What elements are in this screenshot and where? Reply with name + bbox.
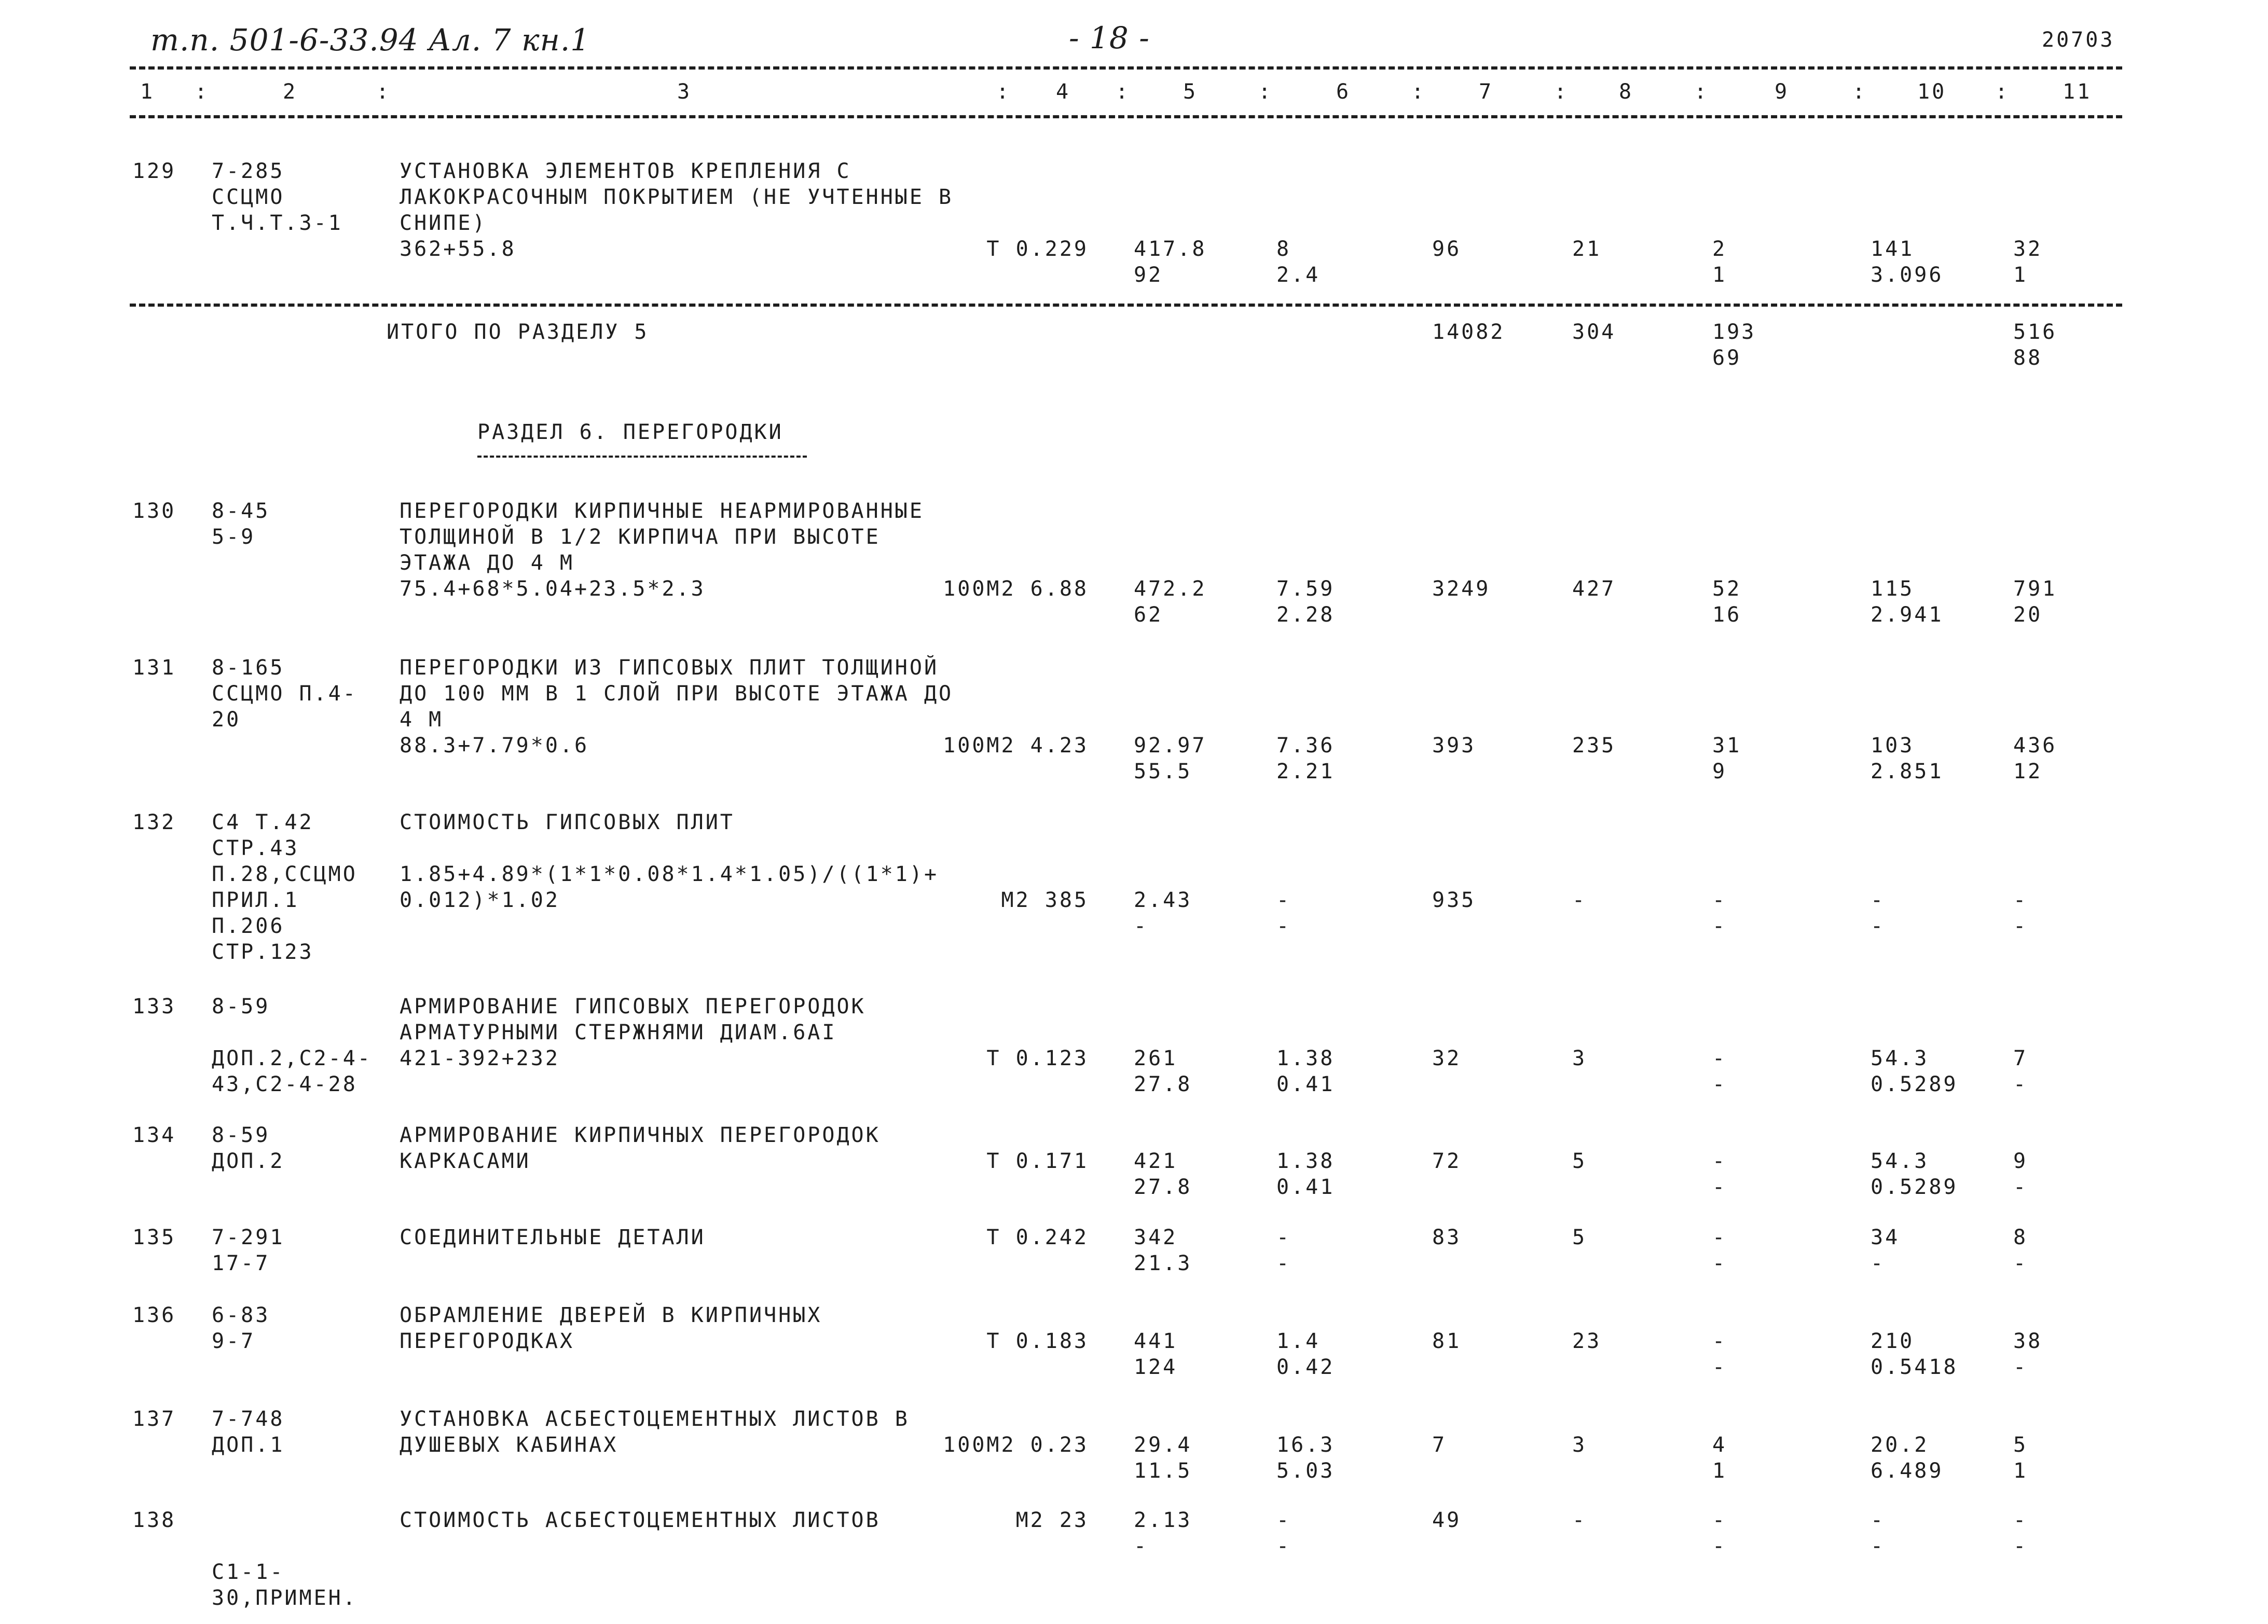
resource-code-line: 8-45 xyxy=(212,499,270,523)
value-c9: 1 xyxy=(1712,263,1727,287)
value-c5: 21.3 xyxy=(1134,1251,1192,1275)
work-description-line: СТОИМОСТЬ АСБЕСТОЦЕМЕНТНЫХ ЛИСТОВ xyxy=(400,1508,881,1532)
value-c11: - xyxy=(2013,1251,2028,1275)
value-c6: 7.59 xyxy=(1276,577,1335,601)
resource-code-line: 8-59 xyxy=(212,1123,270,1147)
resource-code-line: Т.Ч.Т.3-1 xyxy=(212,211,343,235)
work-description-line: ДО 100 ММ В 1 СЛОЙ ПРИ ВЫСОТЕ ЭТАЖА ДО xyxy=(400,682,954,706)
value-c5: 27.8 xyxy=(1134,1072,1192,1096)
value-c10: 115 xyxy=(1871,577,1915,601)
value-c11: 436 xyxy=(2013,734,2057,758)
work-description-line: УСТАНОВКА АСБЕСТОЦЕМЕНТНЫХ ЛИСТОВ В xyxy=(400,1407,910,1431)
column-separator: : xyxy=(1554,80,1569,104)
value-c6: 7.36 xyxy=(1276,734,1335,758)
work-description-line: КАРКАСАМИ xyxy=(400,1149,531,1173)
column-number: 3 xyxy=(677,80,692,104)
resource-code-line: ДОП.1 xyxy=(212,1433,285,1457)
resource-code-line: 6-83 xyxy=(212,1303,270,1327)
value-c11: 38 xyxy=(2013,1329,2043,1353)
value-c10: - xyxy=(1871,1251,1886,1275)
column-separator: : xyxy=(376,80,391,104)
value-c5: 11.5 xyxy=(1134,1459,1192,1483)
value-c7: 81 xyxy=(1432,1329,1462,1353)
value-c10: - xyxy=(1871,1534,1886,1558)
value-c5: 62 xyxy=(1134,603,1163,627)
column-separator: : xyxy=(1258,80,1273,104)
unit-quantity: Т 0.242 xyxy=(986,1226,1089,1249)
subtotal-c11: 88 xyxy=(2013,346,2043,370)
value-c5: 27.8 xyxy=(1134,1175,1192,1199)
value-c9: - xyxy=(1712,1047,1727,1070)
unit-quantity: М2 385 xyxy=(1001,888,1089,912)
unit-quantity: Т 0.183 xyxy=(986,1329,1089,1353)
column-separator: : xyxy=(1694,80,1709,104)
resource-code-line: ПРИЛ.1 xyxy=(212,888,299,912)
resource-code-line: ДОП.2,С2-4- xyxy=(212,1047,372,1070)
value-c11: 791 xyxy=(2013,577,2057,601)
work-description-line: ЭТАЖА ДО 4 М xyxy=(400,551,574,575)
column-separator: : xyxy=(996,80,1011,104)
resource-code-line: СТР.123 xyxy=(212,940,314,964)
value-c7: 72 xyxy=(1432,1149,1462,1173)
sheet-code: 20703 xyxy=(2042,28,2115,52)
value-c11: 20 xyxy=(2013,603,2043,627)
work-description-line: СТОИМОСТЬ ГИПСОВЫХ ПЛИТ xyxy=(400,810,735,834)
work-description-line: ПЕРЕГОРОДКИ КИРПИЧНЫЕ НЕАРМИРОВАННЫЕ xyxy=(400,499,924,523)
value-c11: - xyxy=(2013,888,2028,912)
value-c9: 2 xyxy=(1712,237,1727,261)
value-c5: 29.4 xyxy=(1134,1433,1192,1457)
work-description-line: АРМИРОВАНИЕ КИРПИЧНЫХ ПЕРЕГОРОДОК xyxy=(400,1123,881,1147)
value-c6: - xyxy=(1276,1534,1291,1558)
resource-code-line: СТР.43 xyxy=(212,836,299,860)
document-reference: т.п. 501-6-33.94 Ал. 7 кн.1 xyxy=(150,22,590,58)
value-c9: - xyxy=(1712,1329,1727,1353)
value-c10: 210 xyxy=(1871,1329,1915,1353)
value-c9: 52 xyxy=(1712,577,1742,601)
resource-code-line: 7-748 xyxy=(212,1407,285,1431)
value-c10: 54.3 xyxy=(1871,1149,1929,1173)
unit-quantity: 100М2 4.23 xyxy=(943,734,1089,758)
value-c5: - xyxy=(1134,914,1149,938)
value-c10: - xyxy=(1871,914,1886,938)
work-description-line: 4 М xyxy=(400,708,444,732)
value-c6: 2.28 xyxy=(1276,603,1335,627)
unit-quantity: 100М2 6.88 xyxy=(943,577,1089,601)
value-c11: - xyxy=(2013,1175,2028,1199)
value-c10: 3.096 xyxy=(1871,263,1944,287)
row-number: 138 xyxy=(132,1508,176,1532)
value-c10: 0.5289 xyxy=(1871,1072,1958,1096)
work-description-line: ТОЛЩИНОЙ В 1/2 КИРПИЧА ПРИ ВЫСОТЕ xyxy=(400,525,881,549)
resource-code-line: 7-285 xyxy=(212,159,285,183)
column-number: 5 xyxy=(1183,80,1198,104)
unit-quantity: Т 0.171 xyxy=(986,1149,1089,1173)
value-c11: 5 xyxy=(2013,1433,2028,1457)
value-c5: 2.13 xyxy=(1134,1508,1192,1532)
resource-code-line: 43,С2-4-28 xyxy=(212,1072,358,1096)
value-c6: 2.4 xyxy=(1276,263,1321,287)
resource-code-line: 9-7 xyxy=(212,1329,256,1353)
work-description-line: ОБРАМЛЕНИЕ ДВЕРЕЙ В КИРПИЧНЫХ xyxy=(400,1303,822,1327)
value-c9: 16 xyxy=(1712,603,1742,627)
resource-code-line: П.28,ССЦМО xyxy=(212,862,358,886)
subtotal-rule xyxy=(130,304,2122,307)
row-number: 131 xyxy=(132,656,176,680)
value-c9: - xyxy=(1712,1072,1727,1096)
work-description-line: СОЕДИНИТЕЛЬНЫЕ ДЕТАЛИ xyxy=(400,1226,706,1249)
resource-code-line: 17-7 xyxy=(212,1251,270,1275)
value-c11: - xyxy=(2013,1534,2028,1558)
value-c7: 83 xyxy=(1432,1226,1462,1249)
row-number: 137 xyxy=(132,1407,176,1431)
value-c10: 141 xyxy=(1871,237,1915,261)
value-c8: 21 xyxy=(1572,237,1602,261)
column-number: 7 xyxy=(1479,80,1494,104)
work-description-line: АРМИРОВАНИЕ ГИПСОВЫХ ПЕРЕГОРОДОК xyxy=(400,995,866,1019)
value-c9: - xyxy=(1712,1226,1727,1249)
subtotal-c8: 304 xyxy=(1572,320,1616,344)
section-title: РАЗДЕЛ 6. ПЕРЕГОРОДКИ xyxy=(477,420,784,444)
value-c6: 5.03 xyxy=(1276,1459,1335,1483)
value-c5: 261 xyxy=(1134,1047,1178,1070)
row-number: 135 xyxy=(132,1226,176,1249)
value-c11: 9 xyxy=(2013,1149,2028,1173)
value-c7: 32 xyxy=(1432,1047,1462,1070)
value-c7: 96 xyxy=(1432,237,1462,261)
value-c5: 2.43 xyxy=(1134,888,1192,912)
value-c5: 92.97 xyxy=(1134,734,1207,758)
value-c10: 34 xyxy=(1871,1226,1900,1249)
value-c6: 2.21 xyxy=(1276,760,1335,783)
value-c11: 1 xyxy=(2013,263,2028,287)
value-c8: 427 xyxy=(1572,577,1616,601)
value-c5: 417.8 xyxy=(1134,237,1207,261)
value-c11: 7 xyxy=(2013,1047,2028,1070)
value-c6: 8 xyxy=(1276,237,1291,261)
value-c6: 1.4 xyxy=(1276,1329,1321,1353)
work-description-line: 75.4+68*5.04+23.5*2.3 xyxy=(400,577,706,601)
row-number: 136 xyxy=(132,1303,176,1327)
value-c8: - xyxy=(1572,888,1587,912)
value-c11: - xyxy=(2013,914,2028,938)
column-number: 1 xyxy=(140,80,155,104)
value-c7: 393 xyxy=(1432,734,1476,758)
value-c5: 55.5 xyxy=(1134,760,1192,783)
value-c8: 5 xyxy=(1572,1149,1587,1173)
value-c6: - xyxy=(1276,888,1291,912)
resource-code-line: 8-165 xyxy=(212,656,285,680)
subtotal-c7: 14082 xyxy=(1432,320,1505,344)
value-c7: 935 xyxy=(1432,888,1476,912)
value-c6: 0.41 xyxy=(1276,1072,1335,1096)
work-description-line: 362+55.8 xyxy=(400,237,516,261)
value-c8: 5 xyxy=(1572,1226,1587,1249)
value-c8: - xyxy=(1572,1508,1587,1532)
work-description-line: ПЕРЕГОРОДКИ ИЗ ГИПСОВЫХ ПЛИТ ТОЛЩИНОЙ xyxy=(400,656,939,680)
value-c11: 32 xyxy=(2013,237,2043,261)
value-c11: 8 xyxy=(2013,1226,2028,1249)
value-c10: 103 xyxy=(1871,734,1915,758)
resource-code-line: ССЦМО xyxy=(212,185,285,209)
value-c7: 3249 xyxy=(1432,577,1491,601)
work-description-line: АРМАТУРНЫМИ СТЕРЖНЯМИ ДИАМ.6АI xyxy=(400,1021,837,1044)
column-number: 2 xyxy=(283,80,298,104)
resource-code-line: 20 xyxy=(212,708,241,732)
value-c9: - xyxy=(1712,1508,1727,1532)
value-c10: 2.941 xyxy=(1871,603,1944,627)
resource-code-line: П.206 xyxy=(212,914,285,938)
column-number: 9 xyxy=(1775,80,1790,104)
value-c8: 3 xyxy=(1572,1433,1587,1457)
value-c5: - xyxy=(1134,1534,1149,1558)
value-c6: 16.3 xyxy=(1276,1433,1335,1457)
row-number: 134 xyxy=(132,1123,176,1147)
column-number: 8 xyxy=(1619,80,1634,104)
value-c9: - xyxy=(1712,914,1727,938)
value-c11: - xyxy=(2013,1072,2028,1096)
subtotal-c9: 193 xyxy=(1712,320,1756,344)
value-c9: - xyxy=(1712,1175,1727,1199)
resource-code-line: 7-291 xyxy=(212,1226,285,1249)
value-c9: - xyxy=(1712,1149,1727,1173)
value-c9: - xyxy=(1712,888,1727,912)
row-number: 132 xyxy=(132,810,176,834)
subtotal-label: ИТОГО ПО РАЗДЕЛУ 5 xyxy=(387,320,649,344)
resource-code-line: С4 Т.42 xyxy=(212,810,314,834)
row-number: 133 xyxy=(132,995,176,1019)
unit-quantity: М2 23 xyxy=(1015,1508,1089,1532)
value-c5: 342 xyxy=(1134,1226,1178,1249)
value-c9: - xyxy=(1712,1251,1727,1275)
work-description-line: 421-392+232 xyxy=(400,1047,560,1070)
value-c9: - xyxy=(1712,1534,1727,1558)
value-c6: 0.42 xyxy=(1276,1355,1335,1379)
value-c9: 31 xyxy=(1712,734,1742,758)
value-c8: 3 xyxy=(1572,1047,1587,1070)
resource-code-line: С1-1- xyxy=(212,1560,285,1584)
value-c6: - xyxy=(1276,1251,1291,1275)
work-description-line: СНИПЕ) xyxy=(400,211,487,235)
page-number: - 18 - xyxy=(1069,20,1150,56)
value-c7: 49 xyxy=(1432,1508,1462,1532)
value-c5: 441 xyxy=(1134,1329,1178,1353)
value-c10: 0.5289 xyxy=(1871,1175,1958,1199)
value-c11: 12 xyxy=(2013,760,2043,783)
work-description-line: ДУШЕВЫХ КАБИНАХ xyxy=(400,1433,618,1457)
section-title-underline xyxy=(477,456,807,458)
value-c10: 6.489 xyxy=(1871,1459,1944,1483)
value-c10: - xyxy=(1871,888,1886,912)
work-description-line: ПЕРЕГОРОДКАХ xyxy=(400,1329,574,1353)
value-c6: 1.38 xyxy=(1276,1149,1335,1173)
value-c6: 0.41 xyxy=(1276,1175,1335,1199)
value-c6: - xyxy=(1276,1226,1291,1249)
value-c9: 9 xyxy=(1712,760,1727,783)
value-c5: 472.2 xyxy=(1134,577,1207,601)
resource-code-line: 5-9 xyxy=(212,525,256,549)
value-c10: 0.5418 xyxy=(1871,1355,1958,1379)
value-c11: - xyxy=(2013,1355,2028,1379)
value-c6: - xyxy=(1276,1508,1291,1532)
subtotal-c9: 69 xyxy=(1712,346,1742,370)
resource-code-line: ДОП.2 xyxy=(212,1149,285,1173)
subtotal-c11: 516 xyxy=(2013,320,2057,344)
column-header-rule xyxy=(130,115,2122,118)
work-description-line: ЛАКОКРАСОЧНЫМ ПОКРЫТИЕМ (НЕ УЧТЕННЫЕ В xyxy=(400,185,954,209)
value-c11: - xyxy=(2013,1508,2028,1532)
work-description-line: УСТАНОВКА ЭЛЕМЕНТОВ КРЕПЛЕНИЯ С xyxy=(400,159,851,183)
column-number: 6 xyxy=(1336,80,1351,104)
value-c9: 1 xyxy=(1712,1459,1727,1483)
value-c11: 1 xyxy=(2013,1459,2028,1483)
column-separator: : xyxy=(1411,80,1426,104)
row-number: 130 xyxy=(132,499,176,523)
unit-quantity: Т 0.229 xyxy=(986,237,1089,261)
value-c10: 54.3 xyxy=(1871,1047,1929,1070)
resource-code-line: 8-59 xyxy=(212,995,270,1019)
value-c8: 23 xyxy=(1572,1329,1602,1353)
row-number: 129 xyxy=(132,159,176,183)
header-top-rule xyxy=(130,66,2122,70)
resource-code-line: ССЦМО П.4- xyxy=(212,682,358,706)
column-number: 4 xyxy=(1056,80,1071,104)
value-c10: 2.851 xyxy=(1871,760,1944,783)
value-c10: 20.2 xyxy=(1871,1433,1929,1457)
column-number: 11 xyxy=(2063,80,2092,104)
work-description-line: 88.3+7.79*0.6 xyxy=(400,734,589,758)
value-c7: 7 xyxy=(1432,1433,1447,1457)
column-number: 10 xyxy=(1917,80,1947,104)
column-separator: : xyxy=(1995,80,2010,104)
value-c8: 235 xyxy=(1572,734,1616,758)
value-c9: 4 xyxy=(1712,1433,1727,1457)
column-separator: : xyxy=(1852,80,1867,104)
column-separator: : xyxy=(195,80,210,104)
unit-quantity: 100М2 0.23 xyxy=(943,1433,1089,1457)
value-c6: 1.38 xyxy=(1276,1047,1335,1070)
value-c6: - xyxy=(1276,914,1291,938)
value-c5: 124 xyxy=(1134,1355,1178,1379)
value-c10: - xyxy=(1871,1508,1886,1532)
work-description-line: 0.012)*1.02 xyxy=(400,888,560,912)
unit-quantity: Т 0.123 xyxy=(986,1047,1089,1070)
value-c5: 421 xyxy=(1134,1149,1178,1173)
column-separator: : xyxy=(1116,80,1131,104)
value-c9: - xyxy=(1712,1355,1727,1379)
value-c5: 92 xyxy=(1134,263,1163,287)
work-description-line: 1.85+4.89*(1*1*0.08*1.4*1.05)/((1*1)+ xyxy=(400,862,939,886)
resource-code-line: 30,ПРИМЕН. xyxy=(212,1586,358,1610)
